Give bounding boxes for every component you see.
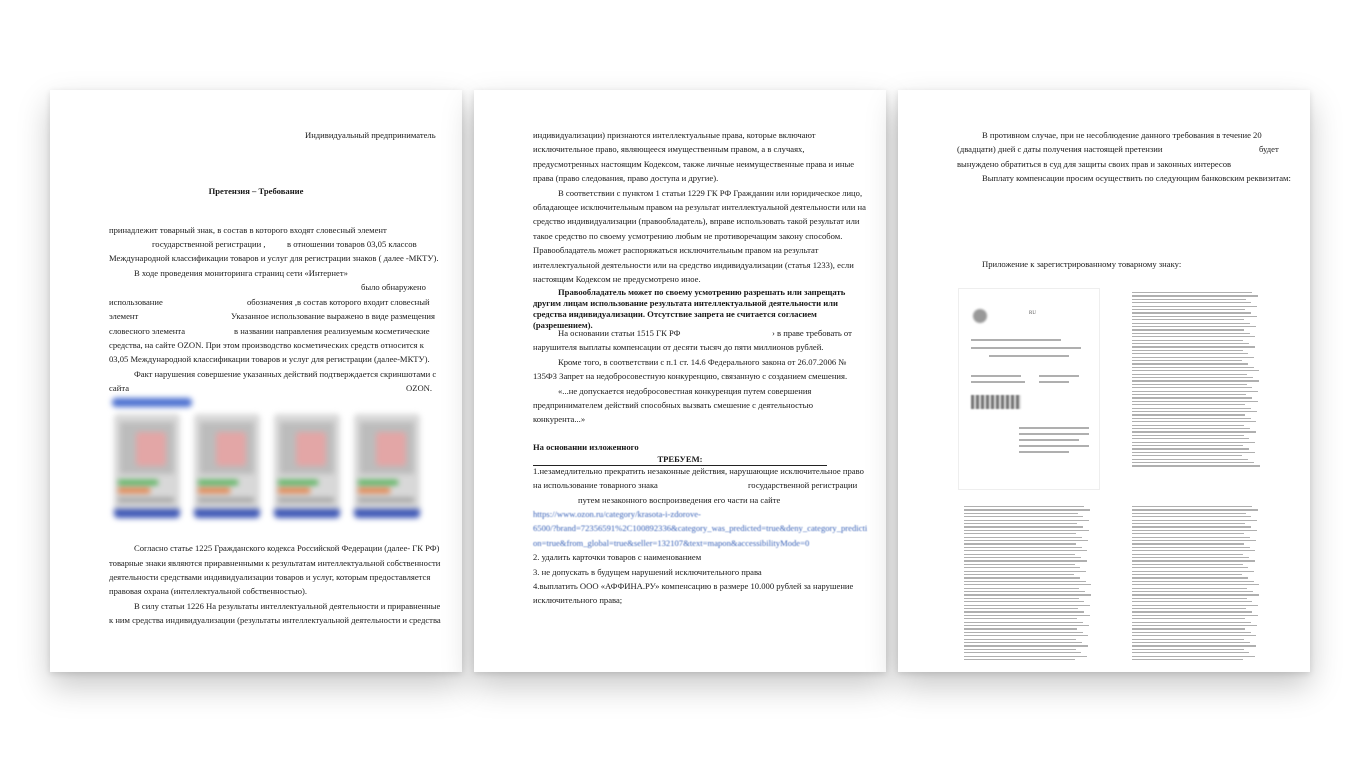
- thumb-text-line: [964, 659, 1075, 660]
- thumb-text-line: [1132, 394, 1246, 395]
- thumb-text-line: [1132, 554, 1243, 555]
- thumb-text-line: [1132, 642, 1250, 643]
- text-line: В силу статьи 1226 На результаты интеллектуальной деятельности и приравненные: [134, 601, 441, 611]
- thumb-text-line: [1132, 404, 1245, 405]
- thumb-text-line: [1132, 435, 1244, 436]
- thumb-text-line: [964, 649, 1076, 650]
- thumb-text-line: [1132, 533, 1244, 534]
- thumb-text-line: [964, 618, 1077, 619]
- thumb-text-line: [964, 577, 1080, 578]
- thumb-text-line: [964, 628, 1077, 629]
- thumb-text-line: [1132, 577, 1248, 578]
- text-line: будет: [1259, 144, 1279, 154]
- text-line: интеллектуальной деятельности или на средство индивидуализации (статья 1233), если: [533, 260, 854, 270]
- thumb-text-line: [1132, 635, 1256, 636]
- thumb-text-line: [1132, 387, 1252, 388]
- thumb-text-line: [1132, 340, 1243, 341]
- thumb-text-line: [964, 543, 1076, 544]
- thumb-text-line: [1132, 445, 1243, 446]
- thumb-text-line: [964, 571, 1086, 572]
- text-line: 3. не допускать в будущем нарушений исключительного права: [533, 567, 762, 577]
- thumb-text-line: [1132, 656, 1255, 657]
- thumb-text-line: [1132, 421, 1256, 422]
- bold-text-line: (разрешением).: [533, 320, 593, 330]
- thumb-text-line: [1132, 333, 1250, 334]
- text-line: государственной регистрации: [748, 480, 858, 490]
- thumb-text-line: [1132, 628, 1245, 629]
- thumb-text-line: [1132, 350, 1243, 351]
- thumb-text-line: [1132, 547, 1250, 548]
- text-line: было обнаружено: [361, 282, 426, 292]
- thumb-text-line: [1132, 588, 1247, 589]
- thumb-text-line: [964, 554, 1075, 555]
- thumb-text-line: [964, 611, 1084, 612]
- thumb-text-line: [1132, 571, 1254, 572]
- thumb-text-line: [964, 632, 1083, 633]
- thumb-text-line: [1132, 520, 1257, 521]
- text-line: в отношении товаров 03,05 классов: [287, 239, 417, 249]
- appendix-heading: Приложение к зарегистрированному товарному знаку:: [982, 259, 1182, 269]
- thumb-text-line: [964, 574, 1074, 575]
- thumb-text-line: [1132, 526, 1251, 527]
- text-line: принадлежит товарный знак, в состав в которого входят словесный элемент: [109, 225, 387, 235]
- thumb-text-line: [1132, 455, 1242, 456]
- thumb-text-line: [1132, 598, 1247, 599]
- text-line: обладающее исключительным правом на результат интеллектуальной деятельности или на: [533, 202, 866, 212]
- entrepreneur-header: Индивидуальный предприниматель: [305, 130, 436, 140]
- thumb-text-line: [1132, 462, 1254, 463]
- document-text-thumbnail: [1126, 502, 1266, 667]
- thumb-text-line: [964, 523, 1077, 524]
- text-line: права (право следования, право доступа и другие).: [533, 173, 719, 183]
- thumb-text-line: [1132, 323, 1250, 324]
- thumb-text-line: [964, 605, 1090, 606]
- ozon-screenshot-image: [108, 396, 436, 538]
- thumb-text-line: [1132, 391, 1258, 392]
- document-page-3: [898, 90, 1310, 672]
- text-line: OZON.: [406, 383, 433, 393]
- thumb-text-line: [1132, 353, 1248, 354]
- bold-text-line: средства индивидуализации. Отсутствие запрета не считается согласием: [533, 309, 817, 319]
- thumb-text-line: [964, 526, 1083, 527]
- text-line: Указанное использование выражено в виде размещения: [231, 311, 435, 321]
- certificate-thumbnail: [958, 288, 1100, 490]
- thumb-text-line: [1132, 605, 1258, 606]
- thumb-text-line: [964, 615, 1090, 616]
- thumb-text-line: [1132, 326, 1256, 327]
- thumb-text-line: [1132, 319, 1244, 320]
- thumb-text-line: [1132, 506, 1252, 507]
- document-text-thumbnail: [958, 502, 1098, 667]
- text-line: 1.незамедлительно прекратить незаконные действия, нарушающие исключительное право: [533, 466, 864, 476]
- thumb-text-line: [964, 537, 1082, 538]
- text-line: «...не допускается недобросовестная конкуренция путем совершения: [558, 386, 812, 396]
- document-page-1: [50, 90, 462, 672]
- thumb-text-line: [964, 645, 1088, 646]
- text-line: предпринимателем действий способных вызвать смешение с деятельностью: [533, 400, 814, 410]
- text-line: к ним средства индивидуализации (результаты интеллектуальной деятельности и средства: [109, 615, 441, 625]
- text-line: правовая охрана (интеллектуальной собственностью).: [109, 586, 308, 596]
- text-line: Факт нарушения совершение указанных действий подтверждается скриншотами с: [134, 369, 437, 379]
- thumb-text-line: [1132, 384, 1247, 385]
- thumb-text-line: [964, 516, 1083, 517]
- text-line: обозначения ,в состав которого входит словесный: [247, 297, 430, 307]
- thumb-text-line: [964, 639, 1076, 640]
- thumb-text-line: [1132, 363, 1248, 364]
- ozon-url-link[interactable]: 6500/?brand=72356591%2C100892336&category_was_predicted=true&deny_category_predicti: [533, 523, 868, 533]
- thumb-text-line: [1132, 438, 1249, 439]
- thumb-text-line: [1132, 564, 1243, 565]
- thumb-text-line: [1132, 306, 1257, 307]
- thumb-text-line: [1132, 639, 1244, 640]
- thumb-text-line: [1132, 312, 1251, 313]
- thumb-text-line: [1132, 513, 1246, 514]
- thumb-text-line: [1132, 357, 1254, 358]
- ozon-url-link[interactable]: on=true&from_global=true&seller=132107&text=mapon&accessibilityMode=0: [533, 538, 810, 548]
- text-line: вынуждено обратиться в суд для защиты своих прав и законных интересов: [957, 159, 1232, 169]
- thumb-text-line: [1132, 537, 1250, 538]
- text-line: (двадцати) дней с даты получения настоящей претензии: [957, 144, 1163, 154]
- thumb-text-line: [1132, 509, 1258, 510]
- thumb-text-line: [1132, 336, 1255, 337]
- thumb-text-line: [964, 547, 1082, 548]
- thumb-text-line: [964, 642, 1082, 643]
- thumb-text-line: [1132, 459, 1248, 460]
- thumb-text-line: [1132, 567, 1248, 568]
- text-line: товарные знаки являются приравненными к результатам интеллектуальной собственности: [109, 558, 441, 568]
- text-line: Кроме того, в соответствии с п.1 ст. 14.6 Федерального закона от 26.07.2006 №: [558, 357, 847, 367]
- thumb-text-line: [1132, 581, 1254, 582]
- claim-title: Претензия – Требование: [208, 186, 304, 196]
- text-line: Международной классификации товаров и услуг для регистрации знаков ( далее -МКТУ).: [109, 253, 439, 263]
- text-line: сайта: [109, 383, 130, 393]
- thumb-text-line: [964, 550, 1087, 551]
- thumb-text-line: [964, 540, 1088, 541]
- thumb-text-line: [1132, 618, 1245, 619]
- thumb-text-line: [1132, 367, 1254, 368]
- text-line: такое средство по своему усмотрению любым не противоречащим закону способом.: [533, 231, 843, 241]
- thumb-text-line: [1132, 523, 1245, 524]
- bold-text-line: другим лицам использование результата интеллектуальной деятельности или: [533, 298, 838, 308]
- text-line: В противном случае, при не несоблюдение данного требования в течение 20: [982, 130, 1262, 140]
- text-line: в названии направления реализуемым косметические: [234, 326, 430, 336]
- text-line: средство индивидуализации (правообладатель), вправе использовать такой результат или: [533, 216, 860, 226]
- thumb-text-line: [1132, 302, 1251, 303]
- thumb-text-line: [964, 513, 1078, 514]
- thumb-text-line: [1132, 292, 1252, 293]
- text-line: 2. удалить карточки товаров с наименованием: [533, 552, 702, 562]
- thumb-text-line: [1132, 601, 1252, 602]
- thumb-text-line: [1132, 329, 1244, 330]
- document-text-thumbnail: [1126, 288, 1266, 473]
- thumb-text-line: [1132, 346, 1255, 347]
- thumb-text-line: [964, 591, 1085, 592]
- thumb-text-line: [1132, 540, 1256, 541]
- thumb-text-line: [1132, 560, 1255, 561]
- thumb-text-line: [1132, 397, 1252, 398]
- thumb-text-line: [964, 608, 1078, 609]
- text-line: Выплату компенсации просим осуществить по следующим банковским реквизитам:: [982, 173, 1291, 183]
- thumb-text-line: [1132, 299, 1246, 300]
- text-line: Согласно статье 1225 Гражданского кодекса Российской Федерации (далее- ГК РФ): [134, 543, 440, 553]
- thumb-text-line: [964, 594, 1091, 595]
- text-line: деятельности средствами индивидуализации товаров и услуг, которым предоставляется: [109, 572, 431, 582]
- document-page-2: [474, 90, 886, 672]
- thumb-text-line: [1132, 557, 1249, 558]
- thumb-text-line: [1132, 295, 1258, 296]
- thumb-text-line: [1132, 625, 1257, 626]
- text-line: использование: [109, 297, 163, 307]
- thumb-text-line: [1132, 649, 1244, 650]
- thumb-text-line: [964, 598, 1079, 599]
- thumb-text-line: [1132, 411, 1257, 412]
- text-line: В соответствии с пунктом 1 статьи 1229 ГК РФ Гражданин или юридическое лицо,: [558, 188, 863, 198]
- thumb-text-line: [1132, 380, 1259, 381]
- text-line: 135ФЗ Запрет на недобросовестную конкуренцию, связанную с созданием смешения.: [533, 371, 848, 381]
- thumb-text-line: [1132, 659, 1243, 660]
- thumb-text-line: [964, 588, 1079, 589]
- text-line: настоящим Кодексом не предусмотрено иное.: [533, 274, 701, 284]
- thumb-text-line: [964, 581, 1086, 582]
- thumb-text-line: [1132, 442, 1255, 443]
- thumb-text-line: [964, 560, 1087, 561]
- thumb-text-line: [1132, 418, 1251, 419]
- thumb-text-line: [964, 625, 1089, 626]
- thumb-text-line: [964, 601, 1084, 602]
- text-line: В ходе проведения мониторинга страниц сети «Интернет»: [134, 268, 348, 278]
- text-line: нарушителя выплаты компенсации от десяти тысяч до пяти миллионов рублей.: [533, 342, 824, 352]
- thumb-text-line: [1132, 316, 1257, 317]
- thumb-text-line: [1132, 414, 1245, 415]
- thumb-text-line: [964, 520, 1089, 521]
- thumb-text-line: [1132, 452, 1255, 453]
- thumb-text-line: [1132, 516, 1251, 517]
- thumb-text-line: [964, 509, 1090, 510]
- thumb-text-line: [1132, 611, 1252, 612]
- thumb-text-line: [1132, 309, 1245, 310]
- thumb-text-line: [964, 564, 1075, 565]
- basis-heading: На основании изложенного: [533, 442, 639, 452]
- thumb-text-line: [1132, 652, 1249, 653]
- thumb-text-line: [1132, 370, 1259, 371]
- thumb-text-line: [1132, 374, 1247, 375]
- thumb-text-line: [1132, 584, 1259, 585]
- thumb-text-line: [964, 533, 1076, 534]
- thumb-text-line: [964, 656, 1087, 657]
- thumb-text-line: [1132, 594, 1259, 595]
- thumb-text-line: [964, 584, 1091, 585]
- thumb-text-line: [964, 530, 1089, 531]
- text-line: элемент: [109, 311, 139, 321]
- text-line: индивидуализации) признаются интеллектуальные права, которые включают: [533, 130, 816, 140]
- thumb-text-line: [1132, 343, 1249, 344]
- thumb-text-line: [1132, 401, 1258, 402]
- thumb-label: RU: [1029, 311, 1036, 316]
- text-line: На основании статьи 1515 ГК РФ: [558, 328, 681, 338]
- text-line: исключительное право, являющееся имущественным правом, а в случаях,: [533, 144, 805, 154]
- text-line: предусмотренных настоящим Кодексом, также личные неимущественные права и иные: [533, 159, 855, 169]
- text-line: на использование товарного знака: [533, 480, 658, 490]
- text-line: государственной регистрации ,: [152, 239, 266, 249]
- thumb-text-line: [1132, 543, 1244, 544]
- thumb-text-line: [1132, 465, 1260, 466]
- thumb-text-line: [1132, 431, 1256, 432]
- text-line: 03,05 Международной классификации товаров и услуг для регистрации (далее-МКТУ).: [109, 354, 430, 364]
- thumb-text-line: [964, 506, 1084, 507]
- thumb-text-line: [1132, 574, 1242, 575]
- thumb-text-line: [1132, 622, 1251, 623]
- text-line: Правообладатель может распоряжаться исключительным правом на результат: [533, 245, 819, 255]
- thumb-text-line: [1132, 428, 1250, 429]
- thumb-text-line: [1132, 591, 1253, 592]
- text-line: конкурента...»: [533, 414, 586, 424]
- text-line: 4.выплатить ООО «АФФИНА.РУ» компенсацию в размере 10.000 рублей за нарушение: [533, 581, 854, 591]
- thumb-text-line: [1132, 530, 1257, 531]
- thumb-text-line: [1132, 550, 1255, 551]
- text-line: словесного элемента: [109, 326, 186, 336]
- thumb-text-line: [1132, 377, 1253, 378]
- thumb-text-line: [964, 652, 1081, 653]
- thumb-text-line: [1132, 408, 1251, 409]
- thumb-text-line: [1132, 360, 1242, 361]
- ozon-url-link[interactable]: https://www.ozon.ru/category/krasota-i-zdorove-: [533, 509, 701, 519]
- thumb-text-line: [964, 557, 1081, 558]
- thumb-text-line: [964, 635, 1088, 636]
- thumb-text-line: [964, 622, 1083, 623]
- text-line: путем незаконного воспроизведения его части на сайте: [578, 495, 781, 505]
- thumb-text-line: [1132, 645, 1256, 646]
- text-line: исключительного права;: [533, 595, 623, 605]
- text-line: средства, на сайте OZON. При этом производство косметических средств относится к: [109, 340, 424, 350]
- demand-heading: ТРЕБУЕМ:: [657, 454, 703, 464]
- thumb-text-line: [1132, 632, 1251, 633]
- thumb-text-line: [1132, 425, 1244, 426]
- thumb-text-line: [1132, 448, 1249, 449]
- thumb-text-line: [1132, 608, 1246, 609]
- thumb-text-line: [1132, 615, 1258, 616]
- thumb-text-line: [964, 567, 1080, 568]
- bold-text-line: Правообладатель может по своему усмотрению разрешать или запрещать: [558, 287, 846, 297]
- text-line: › в праве требовать от: [772, 328, 852, 338]
